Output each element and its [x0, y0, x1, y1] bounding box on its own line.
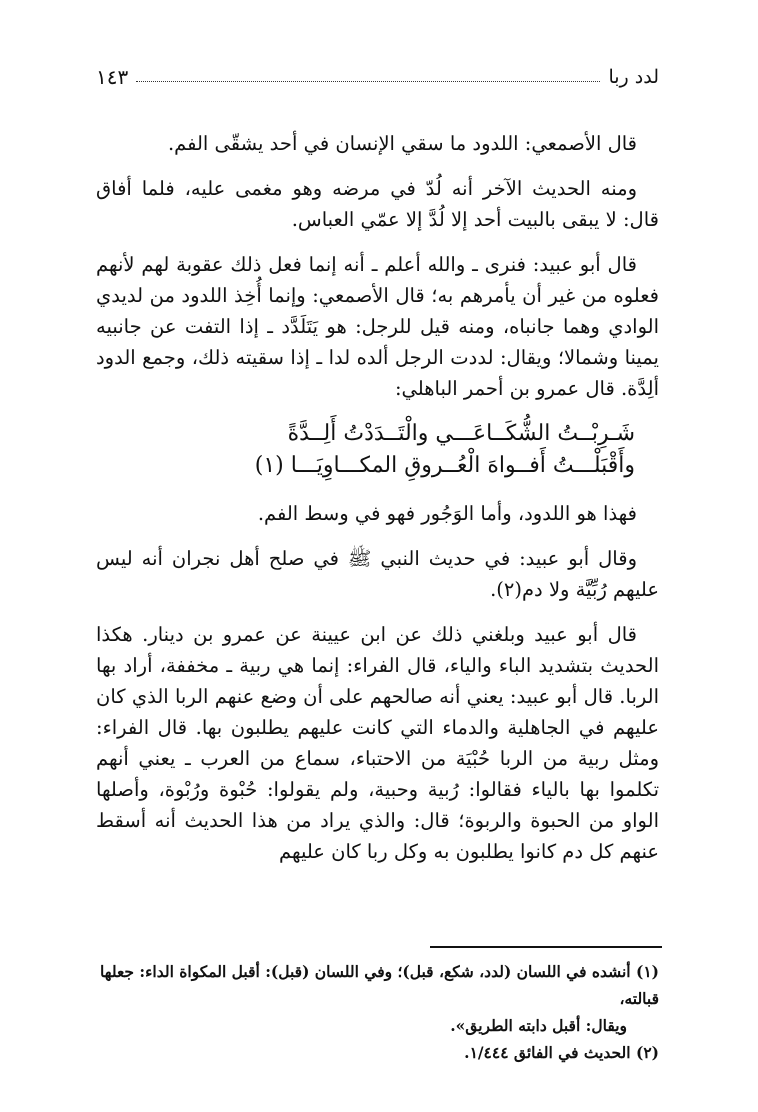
main-text [96, 128, 659, 881]
footnote-separator [430, 946, 662, 948]
paragraph-1: قال الأصمعي: اللدود ما سقي الإنسان في أحد يشقّى الفم. [167, 132, 637, 155]
verse-line-1: شَـرِبْــتُ الشُّكَــاعَـــي والْتَــدَدْتُ أَلِــدَّةً [287, 421, 635, 446]
footnote-1-continued: ويقال: أقبل دابته الطريق». [450, 1016, 627, 1035]
footnote-2: (٢) الحديث في الفائق ١/٤٤٤. [464, 1043, 659, 1062]
page-header [96, 62, 659, 92]
paragraph-5: وقال أبو عبيد: في حديث النبي ﷺ في صلح أهل نجران أنه ليس عليهم رُبِّيَّة ولا دم(٢). [96, 547, 659, 601]
footnote-1: (١) أنشده في اللسان (لدد، شكع، قبل)؛ وفي اللسان (قبل): أقبل المكواة الداء: جعلها قبالته، [99, 962, 659, 1008]
verse-line-2: وأَقْبَلْـــتُ أَفــواهَ الْعُــروقِ المكـــاوِيَـــا (١) [254, 453, 635, 478]
poem-verse [96, 418, 659, 482]
paragraph-3: قال أبو عبيد: فنرى ـ والله أعلم ـ أنه إنما فعل ذلك عقوبة لهم لأنهم فعلوه من غير أن يأمرهم به؛ قال الأصمعي: وإنما أُخِذ اللدود من لديدي الوادي وهما جانباه، ومنه قيل للرجل: هو يَتَلَدَّد ـ إذا التفت عن جانبيه يمينا وشمالا؛ ويقال: لددت الرجل ألده لدا ـ إذا سقيته ذلك، وجمع الدود ألِدَّة. قال عمرو بن أحمر الباهلي: [96, 253, 659, 400]
running-title: لدد ربا [608, 66, 659, 88]
page-number: ١٤٣ [96, 65, 129, 89]
header-dotted-rule [136, 81, 600, 82]
footnotes [96, 958, 659, 1066]
paragraph-6: قال أبو عبيد وبلغني ذلك عن ابن عيينة عن عمرو بن دينار. هكذا الحديث بتشديد الباء والياء، قال الفراء: إنما هي ربية ـ مخففة، أراد بها الربا. قال أبو عبيد: يعني أنه صالحهم على أن وضع عنهم الربا الذي كان عليهم في الجاهلية والدماء التي كانت عليهم يطلبون بها. قال الفراء: ومثل ربية من الربا حُبْيَة من الاحتباء، سماع من العرب ـ يعني أنهم تكلموا بها بالياء فقالوا: رُبية وحبية، ولم يقولوا: حُبْوة ورُبْوة، وأصلها الواو من الحبوة والربوة؛ قال: والذي يراد من هذا الحديث أنه أسقط عنهم كل دم كانوا يطلبون به وكل ربا كان عليهم [96, 623, 659, 863]
paragraph-4: فهذا هو اللدود، وأما الوَجُور فهو في وسط الفم. [257, 502, 637, 525]
paragraph-2: ومنه الحديث الآخر أنه لُدّ في مرضه وهو مغمى عليه، فلما أفاق قال: لا يبقى بالبيت أحد إلا لُدَّ إلا عمّي العباس. [96, 177, 659, 231]
